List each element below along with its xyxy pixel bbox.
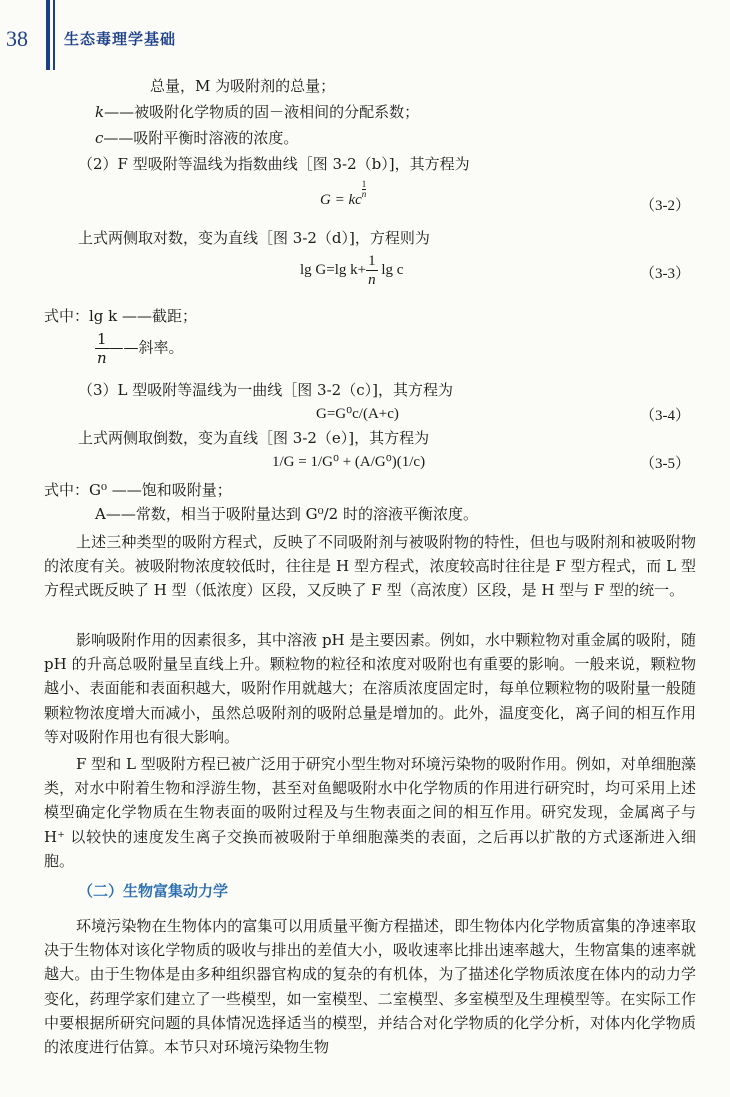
rec-intro: 上式两侧取倒数，变为直线［图 3-2（e）]，其方程为 [78,429,430,447]
eq-number-3-3: （3-3） [640,266,690,282]
def-c: c——吸附平衡时溶液的浓度。 [95,129,299,147]
where-saturation: 式中：G⁰ ——饱和吸附量； [44,481,232,499]
equation-3-5: 1/G = 1/G⁰ + (A/G⁰)(1/c) [272,454,426,470]
page-number: 38 [6,26,28,51]
page-header [0,0,730,70]
def-k: k——被吸附化学物质的固－液相间的分配系数； [95,103,420,121]
eq-number-3-4: （3-4） [640,408,690,424]
paragraph-2: 影响吸附作用的因素很多，其中溶液 pH 是主要因素。例如，水中颗粒物对重金属的吸附，随 pH 的升高总吸附量呈直线上升。颗粒物的粒径和浓度对吸附也有重要的影响。一般来说，颗粒物越小、表面能和表面积越大，吸附作用就越大；在溶质浓度固定时，每单位颗粒物的吸附量一般随颗粒物浓度增大而减小，虽然总吸附剂的吸附总量是增加的。此外，温度变化，离子间的相互作用等对吸附作用也有很大影响。 [44,631,696,746]
paragraph-4: 环境污染物在生物体内的富集可以用质量平衡方程描述，即生物体内化学物质富集的净速率取决于生物体对该化学物质的吸收与排出的差值大小，吸收速率比排出速率越大，生物富集的速率就越大。由于生物体是由多种组织器官构成的复杂的有机体，为了描述化学物质浓度在体内的动力学变化，药理学家们建立了一些模型，如一室模型、二室模型、多室模型及生理模型等。在实际工作中要根据所研究问题的具体情况选择适当的模型，并结合对化学物质的化学分析，对体内化学物质的浓度进行估算。本节只对环境污染物生物 [44,917,696,1057]
book-title: 生态毒理学基础 [64,30,177,48]
equation-3-3: lg G=lg k+ $\frac{1}{n}$ lg c [300,253,404,288]
where-constant: A——常数，相当于吸附量达到 G⁰/2 时的溶液平衡浓度。 [95,505,478,523]
eq-number-3-2: （3-2） [640,198,690,214]
section-title: （二）生物富集动力学 [78,882,229,900]
equation-3-2: G = kc $\frac{1}{n}$ [320,179,367,208]
equation-3-4: G=G⁰c/(A+c) [316,406,399,422]
where-slope: $\frac{1}{n}$ ——斜率。 [96,330,184,367]
paragraph-1: 上述三种类型的吸附方程式，反映了不同吸附剂与被吸附物的特性，但也与吸附剂和被吸附物的浓度有关。被吸附物浓度较低时，往往是 H 型方程式，浓度较高时往往是 F 型方程式，而 L 型方程式既反映了 H 型（低浓度）区段，又反映了 F 型（高浓度）区段，是 H 型与 F 型的统一。 [44,533,696,600]
where-intercept: 式中：lg k ——截距； [44,307,198,325]
item-2: （2）F 型吸附等温线为指数曲线［图 3-2（b）]，其方程为 [78,155,470,173]
header-bars [46,0,58,70]
paragraph-3: F 型和 L 型吸附方程已被广泛用于研究小型生物对环境污染物的吸附作用。例如，对单细胞藻类，对水中附着生物和浮游生物，甚至对鱼鳃吸附水中化学物质的作用进行研究时，均可采用上述模型确定化学物质在生物表面的吸附过程及与生物表面之间的相互作用。研究发现，金属离子与 H⁺ 以较快的速度发生离子交换而被吸附于单细胞藻类的表面，之后再以扩散的方式逐渐进入细胞。 [44,755,696,870]
log-intro: 上式两侧取对数，变为直线［图 3-2（d）]，方程则为 [78,229,430,247]
def-total: 总量，M 为吸附剂的总量； [150,77,336,95]
eq-number-3-5: （3-5） [640,456,690,472]
item-3: （3）L 型吸附等温线为一曲线［图 3-2（c）]，其方程为 [78,381,453,399]
